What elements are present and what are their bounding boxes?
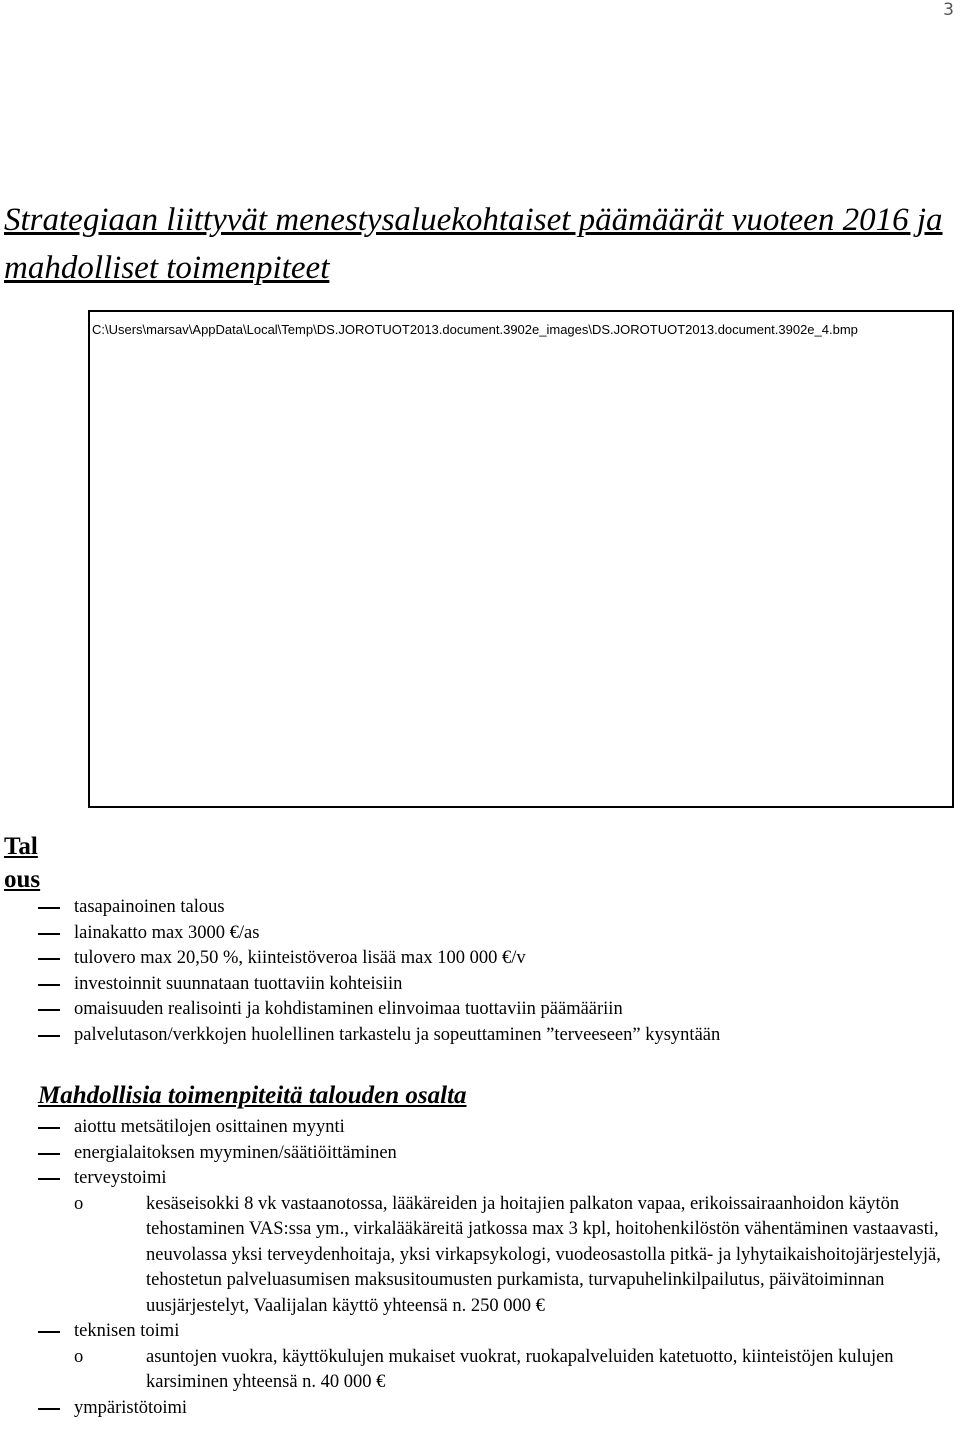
- dash-bullet-icon: [38, 1408, 60, 1410]
- sub-list-item: [74, 1345, 956, 1396]
- list-item-text: palvelutason/verkkojen huolellinen tarkastelu ja sopeuttaminen ”terveeseen” kysyntään: [74, 1024, 721, 1045]
- list-item-group: [0, 1345, 956, 1396]
- list-item-text: aiottu metsätilojen osittainen myynti: [74, 1117, 345, 1137]
- section-heading-line-1: Tal: [4, 833, 38, 860]
- list-item: [0, 1141, 956, 1167]
- list-item-text: tasapainoinen talous: [74, 897, 225, 917]
- list-item-group: [0, 1192, 956, 1320]
- actions-list: [0, 1115, 956, 1421]
- list-item-text: ympäristötoimi: [74, 1397, 188, 1418]
- circle-bullet-icon: o: [74, 1193, 84, 1214]
- list-item-text: teknisen toimi: [74, 1321, 180, 1341]
- list-item-text: omaisuuden realisointi ja kohdistaminen elinvoimaa tuottaviin päämääriin: [74, 999, 623, 1019]
- list-item: [0, 1396, 956, 1422]
- list-item-text: lainakatto max 3000 €/as: [74, 922, 260, 943]
- dash-bullet-icon: [38, 1127, 60, 1129]
- dash-bullet-icon: [38, 1153, 60, 1155]
- sub-list-item-text: asuntojen vuokra, käyttökulujen mukaiset vuokrat, ruokapalveluiden katetuotto, kiinteistöjen kulujen karsiminen yhteensä n. 40 000 €: [146, 1346, 894, 1392]
- dash-bullet-icon: [38, 907, 60, 909]
- dash-bullet-icon: [38, 1009, 60, 1011]
- list-item-text: terveystoimi: [74, 1168, 167, 1188]
- list-item: [0, 1166, 956, 1192]
- image-placeholder: [88, 310, 954, 808]
- list-item-text: tulovero max 20,50 %, kiinteistöveroa lisää max 100 000 €/v: [74, 948, 526, 968]
- list-item-text: investoinnit suunnataan tuottaviin kohteisiin: [74, 973, 403, 994]
- circle-bullet-icon: o: [74, 1346, 84, 1367]
- talous-list: [0, 895, 720, 1048]
- list-item: [0, 946, 720, 972]
- dash-bullet-icon: [38, 984, 60, 986]
- actions-heading: Mahdollisia toimenpiteitä talouden osalta: [38, 1082, 467, 1109]
- tekninen-sublist: [74, 1345, 956, 1396]
- sub-list-item-text: kesäseisokki 8 vk vastaanotossa, lääkäreiden ja hoitajien palkaton vapaa, erikoissairaanhoidon käytön tehostaminen VAS:ssa ym., virkalääkäreitä jatkossa max 3 kpl, hoitohenkilöstön vähentäminen vastaavasti, neuvolassa yksi terveydenhoitaja, yksi virkapsykologi, vuodeosastolla pitkä- ja lyhytaikaishoitojärjestelyjä, tehostetun palveluasumisen maksusitoumusten purkamista, turvapuhelinkilpailutus, päivätoiminnan uusjärjestelyt, Vaalijalan käyttö yhteensä n. 250 000 €: [146, 1193, 941, 1316]
- page-number: 3: [943, 0, 954, 20]
- list-item: [0, 1115, 956, 1141]
- dash-bullet-icon: [38, 933, 60, 935]
- list-item-text: energialaitoksen myyminen/säätiöittäminen: [74, 1142, 397, 1163]
- section-heading-talous: [4, 830, 40, 896]
- image-path-text: C:\Users\marsav\AppData\Local\Temp\DS.JOROTUOT2013.document.3902e_images\DS.JOROTUOT2013.document.3902e_4.bmp: [92, 322, 858, 337]
- list-item: [0, 1319, 956, 1345]
- sub-list-item: [74, 1192, 956, 1320]
- dash-bullet-icon: [38, 1178, 60, 1180]
- dash-bullet-icon: [38, 958, 60, 960]
- section-heading-line-2: ous: [4, 866, 41, 893]
- list-item: [0, 895, 720, 921]
- list-item: [0, 1023, 720, 1049]
- terveystoimi-sublist: [74, 1192, 956, 1320]
- dash-bullet-icon: [38, 1331, 60, 1333]
- dash-bullet-icon: [38, 1035, 60, 1037]
- list-item: [0, 921, 720, 947]
- list-item: [0, 997, 720, 1023]
- page-title: Strategiaan liittyvät menestysaluekohtaiset päämäärät vuoteen 2016 ja mahdolliset toimenpiteet: [4, 202, 943, 286]
- list-item: [0, 972, 720, 998]
